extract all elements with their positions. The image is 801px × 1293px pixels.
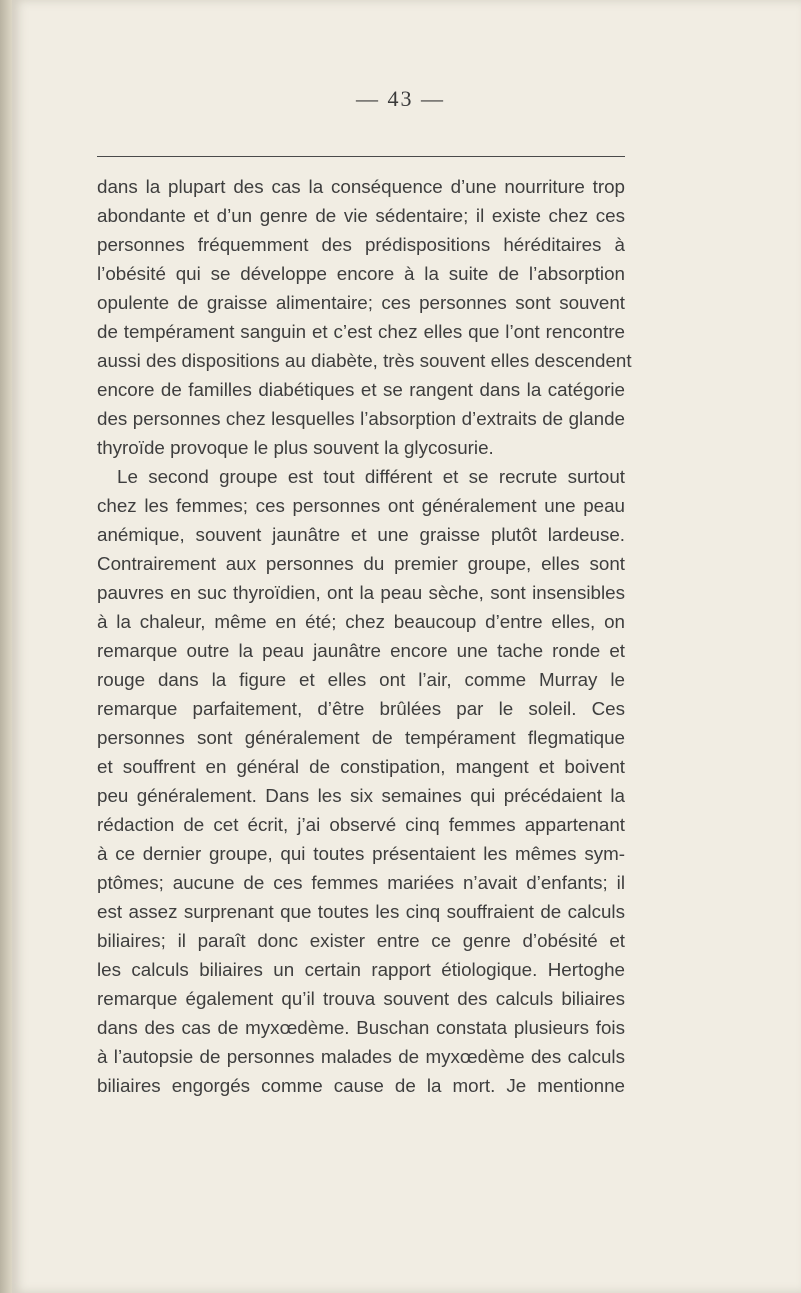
text-line: l’obésité qui se développe encore à la suite de l’absorption <box>97 263 625 284</box>
text-line: abondante et d’un genre de vie sédentaire; il existe chez ces <box>97 205 625 226</box>
text-line: biliaires engorgés comme cause de la mort. Je mentionne <box>97 1075 625 1096</box>
text-line: des personnes chez lesquelles l’absorption d’extraits de glande <box>97 408 625 429</box>
text-line: anémique, souvent jaunâtre et une graisse plutôt lardeuse. <box>97 524 625 545</box>
text-line: encore de familles diabétiques et se rangent dans la catégorie <box>97 379 625 400</box>
paragraph-start-line: Le second groupe est tout différent et se recrute surtout <box>117 466 625 487</box>
text-line: peu généralement. Dans les six semaines qui précédaient la <box>97 785 625 806</box>
text-line: à ce dernier groupe, qui toutes présentaient les mêmes sym- <box>97 843 625 864</box>
text-line: thyroïde provoque le plus souvent la glycosurie. <box>97 437 494 458</box>
text-line: remarque parfaitement, d’être brûlées par le soleil. Ces <box>97 698 625 719</box>
text-line: à la chaleur, même en été; chez beaucoup d’entre elles, on <box>97 611 625 632</box>
text-line: et souffrent en général de constipation, mangent et boivent <box>97 756 625 777</box>
text-line: dans des cas de myxœdème. Buschan constata plusieurs fois <box>97 1017 625 1038</box>
text-line: aussi des dispositions au diabète, très souvent elles descendent <box>97 350 632 371</box>
text-line: chez les femmes; ces personnes ont généralement une peau <box>97 495 625 516</box>
text-line: personnes fréquemment des prédispositions héréditaires à <box>97 234 625 255</box>
text-line: remarque outre la peau jaunâtre encore une tache ronde et <box>97 640 625 661</box>
text-line: opulente de graisse alimentaire; ces personnes sont souvent <box>97 292 625 313</box>
text-line: est assez surprenant que toutes les cinq souffraient de calculs <box>97 901 625 922</box>
text-line: Contrairement aux personnes du premier groupe, elles sont <box>97 553 625 574</box>
text-line: de tempérament sanguin et c’est chez elles que l’ont rencontre <box>97 321 625 342</box>
book-gutter-edge <box>0 0 12 1293</box>
text-line: dans la plupart des cas la conséquence d’une nourriture trop <box>97 176 625 197</box>
text-line: rouge dans la figure et elles ont l’air, comme Murray le <box>97 669 625 690</box>
text-line: rédaction de cet écrit, j’ai observé cinq femmes appartenant <box>97 814 625 835</box>
body-text <box>97 172 632 1100</box>
text-line: ptômes; aucune de ces femmes mariées n’avait d’enfants; il <box>97 872 625 893</box>
text-line: biliaires; il paraît donc exister entre ce genre d’obésité et <box>97 930 625 951</box>
text-line: les calculs biliaires un certain rapport étiologique. Hertoghe <box>97 959 625 980</box>
header-rule <box>97 156 625 157</box>
text-line: pauvres en suc thyroïdien, ont la peau sèche, sont insensibles <box>97 582 625 603</box>
page-number: — 43 — <box>356 86 445 111</box>
text-line: personnes sont généralement de tempérament flegmatique <box>97 727 625 748</box>
text-line: remarque également qu’il trouva souvent des calculs biliaires <box>97 988 625 1009</box>
text-line: à l’autopsie de personnes malades de myxœdème des calculs <box>97 1046 625 1067</box>
